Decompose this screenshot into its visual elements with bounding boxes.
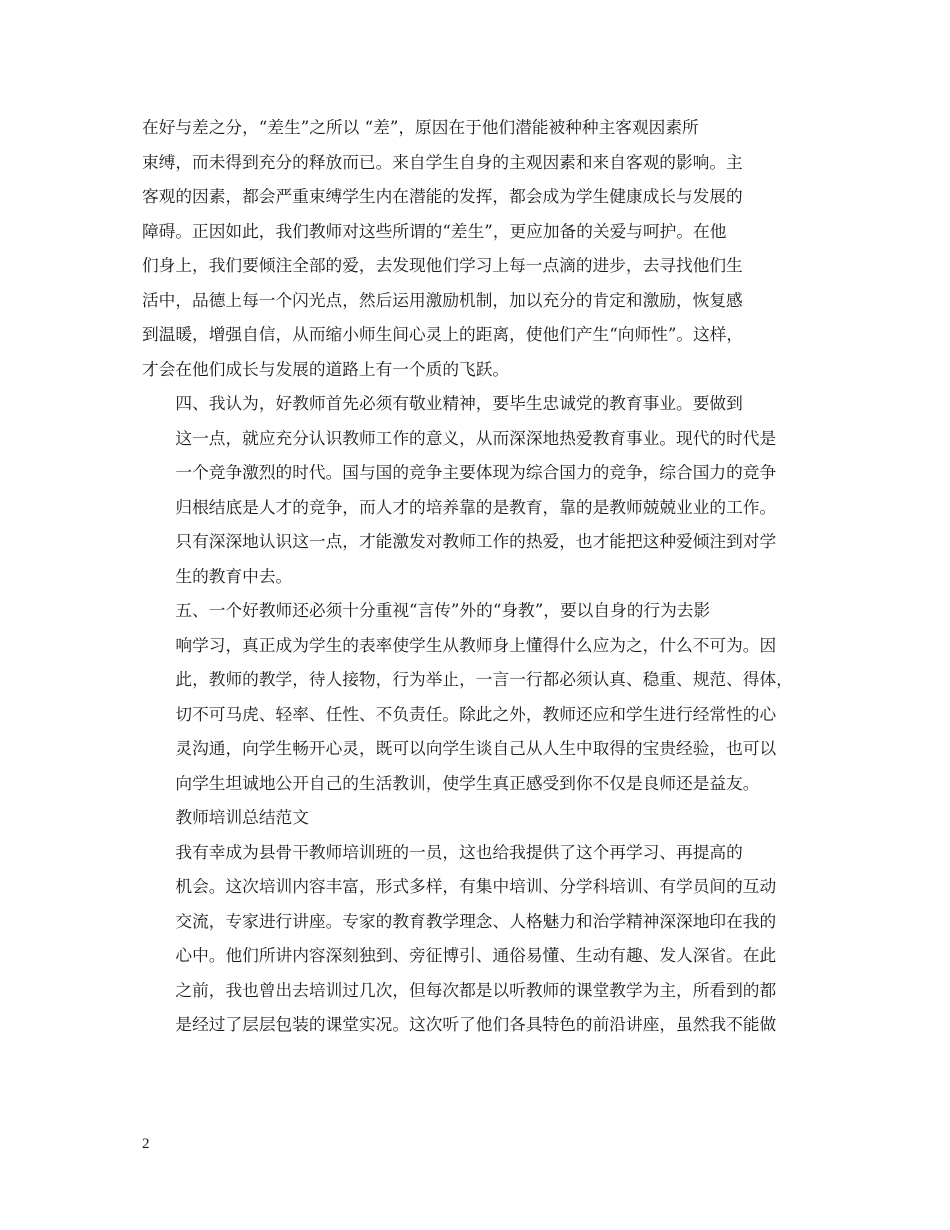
text-line: 只有深深地认识这一点，才能激发对教师工作的热爱，也才能把这种爱倾注到对学: [175, 531, 777, 551]
text-line: 们身上，我们要倾注全部的爱，去发现他们学习上每一点滴的进步，去寻找他们生: [142, 255, 743, 275]
text-line: 到温暖，增强自信，从而缩小师生间心灵上的距离，使他们产生“向师性”。这样，: [142, 324, 744, 344]
section-heading: [142, 800, 818, 835]
text-line: 向学生坦诚地公开自己的生活教训，使学生真正感受到你不仅是良师还是益友。: [175, 772, 760, 793]
text-line: 束缚，而未得到充分的释放而已。来自学生自身的主观因素和来自客观的影响。主: [142, 151, 743, 172]
text-line: 心中。他们所讲内容深刻独到、旁征博引、通俗易懂、生动有趣、发人深省。在此: [175, 945, 777, 965]
text-line: 四、我认为，好教师首先必须有敬业精神，要毕生忠诚党的教育事业。要做到: [175, 393, 743, 413]
paragraph: [142, 593, 818, 800]
text-line: 这一点，就应充分认识教师工作的意义，从而深深地热爱教育事业。现代的时代是: [175, 427, 777, 448]
text-line: 教师培训总结范文: [175, 807, 309, 827]
text-line: 灵沟通，向学生畅开心灵，既可以向学生谈自己从人生中取得的宝贵经验，也可以: [175, 738, 777, 758]
text-line: 之前，我也曾出去培训过几次，但每次都是以听教师的课堂教学为主，所看到的都: [175, 979, 777, 1000]
paragraph: [142, 835, 818, 1042]
paragraph: [142, 110, 818, 386]
text-line: 此，教师的教学，待人接物，行为举止，一言一行都必须认真、稳重、规范、得体，: [175, 669, 793, 689]
text-line: 响学习，真正成为学生的表率使学生从教师身上懂得什么应为之，什么不可为。因: [175, 634, 777, 655]
text-line: 机会。这次培训内容丰富，形式多样，有集中培训、分学科培训、有学员间的互动: [175, 876, 777, 896]
text-line: 客观的因素，都会严重束缚学生内在潜能的发挥，都会成为学生健康成长与发展的: [142, 186, 743, 206]
text-line: 在好与差之分，“差生”之所以 “差”，原因在于他们潜能被种种主客观因素所: [142, 117, 699, 137]
text-line: 归根结底是人才的竞争，而人才的培养靠的是教育，靠的是教师兢兢业业的工作。: [175, 496, 777, 517]
text-line: 交流，专家进行讲座。专家的教育教学理念、人格魅力和治学精神深深地印在我的: [175, 910, 777, 931]
page-number: 2: [142, 1136, 150, 1152]
document-body: [142, 110, 818, 1042]
text-line: 活中，品德上每一个闪光点，然后运用激励机制，加以充分的肯定和激励，恢复感: [142, 289, 743, 310]
text-line: 切不可马虎、轻率、任性、不负责任。除此之外，教师还应和学生进行经常性的心: [175, 703, 777, 724]
paragraph: [142, 386, 818, 593]
text-line: 障碍。正因如此，我们教师对这些所谓的“差生”，更应加备的关爱与呵护。在他: [142, 220, 727, 241]
text-line: 生的教育中去。: [175, 565, 293, 586]
text-line: 五、一个好教师还必须十分重视“言传”外的“身教”，要以自身的行为去影: [175, 600, 711, 620]
text-line: 才会在他们成长与发展的道路上有一个质的飞跃。: [142, 358, 510, 379]
text-line: 是经过了层层包装的课堂实况。这次听了他们各具特色的前沿讲座，虽然我不能做: [175, 1014, 777, 1034]
text-line: 一个竞争激烈的时代。国与国的竞争主要体现为综合国力的竞争，综合国力的竞争: [175, 462, 777, 482]
text-line: 我有幸成为县骨干教师培训班的一员，这也给我提供了这个再学习、再提高的: [175, 841, 743, 862]
